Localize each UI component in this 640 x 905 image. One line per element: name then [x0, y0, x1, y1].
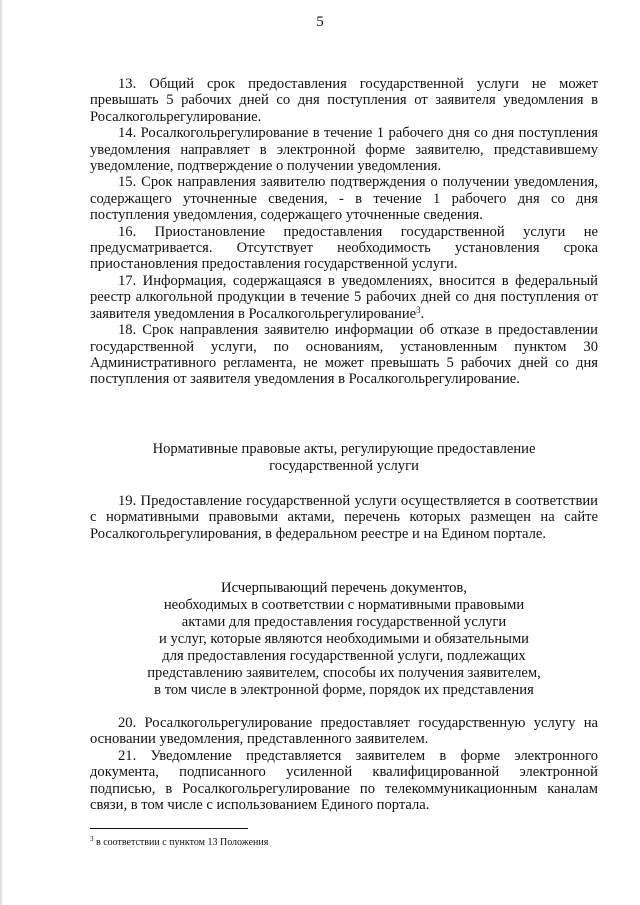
heading-documents-line-6: представлению заявителем, способы их получения заявителем,: [147, 665, 541, 681]
footnote-marker: 3: [90, 835, 94, 843]
paragraph-16: 16. Приостановление предоставления государственной услуги не предусматривается. Отсутствует необходимость установления срока приостановления предоставления государственной услуги.: [90, 223, 598, 273]
paragraph-17-text: 17. Информация, содержащаяся в уведомлениях, вносится в федеральный реестр алкогольной продукции в течение 5 рабочих дней со дня поступления от заявителя уведомления в Росалкогольрегулирование: [90, 272, 598, 322]
scan-edge-shadow: [0, 0, 3, 905]
section-terms: [90, 76, 598, 388]
heading-documents-line-2: необходимых в соответствии с нормативными правовыми: [163, 597, 525, 613]
heading-documents-line-4: и услуг, которые являются необходимыми и обязательными: [158, 631, 529, 647]
heading-documents-line-7: в том числе в электронной форме, порядок их представления: [154, 682, 534, 698]
footnote-text: в соответствии с пунктом 13 Положения: [93, 837, 269, 848]
footnote: [90, 837, 268, 849]
paragraph-13: 13. Общий срок предоставления государственной услуги не может превышать 5 рабочих дней со дня поступления от заявителя уведомления в Росалкогольрегулирование.: [90, 76, 598, 125]
paragraph-15: 15. Срок направления заявителю подтверждения о получении уведомления, содержащего уточненные сведения, - в течение 1 рабочего дня со дня поступления уведомления, содержащего уточненные сведения.: [90, 174, 598, 224]
section-documents: [90, 715, 598, 813]
paragraph-14: 14. Росалкогольрегулирование в течение 1 рабочего дня со дня поступления уведомления направляет в электронной форме заявителю, представившему уведомление, подтверждение о получении уведомления.: [90, 125, 598, 175]
heading-documents-line-1: Исчерпывающий перечень документов,: [221, 580, 467, 596]
heading-normative-acts-line-2: государственной услуги: [269, 458, 419, 474]
heading-documents-list: [90, 580, 598, 699]
footnote-ref-3: 3: [416, 304, 421, 315]
paragraph-19: 19. Предоставление государственной услуги осуществляется в соответствии с нормативными правовыми актами, перечень которых размещен на сайте Росалкогольрегулирования, в федеральном реестре и на Едином портале.: [90, 493, 598, 542]
paragraph-17-tail: .: [420, 305, 425, 322]
heading-documents-line-5: для предоставления государственной услуги, подлежащих: [162, 648, 526, 664]
paragraph-20: 20. Росалкогольрегулирование предоставляет государственную услугу на основании уведомления, представленного заявителем.: [90, 715, 598, 748]
paragraph-21: 21. Уведомление представляется заявителем в форме электронного документа, подписанного усиленной квалифицированной электронной подписью, в Росалкогольрегулирование по телекоммуникационным каналам связи, в том числе с использованием Единого портала.: [90, 747, 598, 814]
heading-documents-line-3: актами для предоставления государственной услуги: [181, 614, 507, 630]
section-normative-acts: [90, 493, 598, 542]
paragraph-17: [90, 273, 598, 322]
heading-normative-acts: [90, 441, 598, 475]
footnote-separator: [90, 828, 248, 829]
heading-normative-acts-line-1: Нормативные правовые акты, регулирующие предоставление: [152, 441, 536, 457]
paragraph-18: 18. Срок направления заявителю информации об отказе в предоставлении государственной услуги, по основаниям, установленным пунктом 30 Административного регламента, не может превышать 5 рабочих дней со дня поступления от заявителя уведомления в Росалкогольрегулирование.: [90, 322, 598, 388]
page-number: 5: [316, 14, 324, 30]
